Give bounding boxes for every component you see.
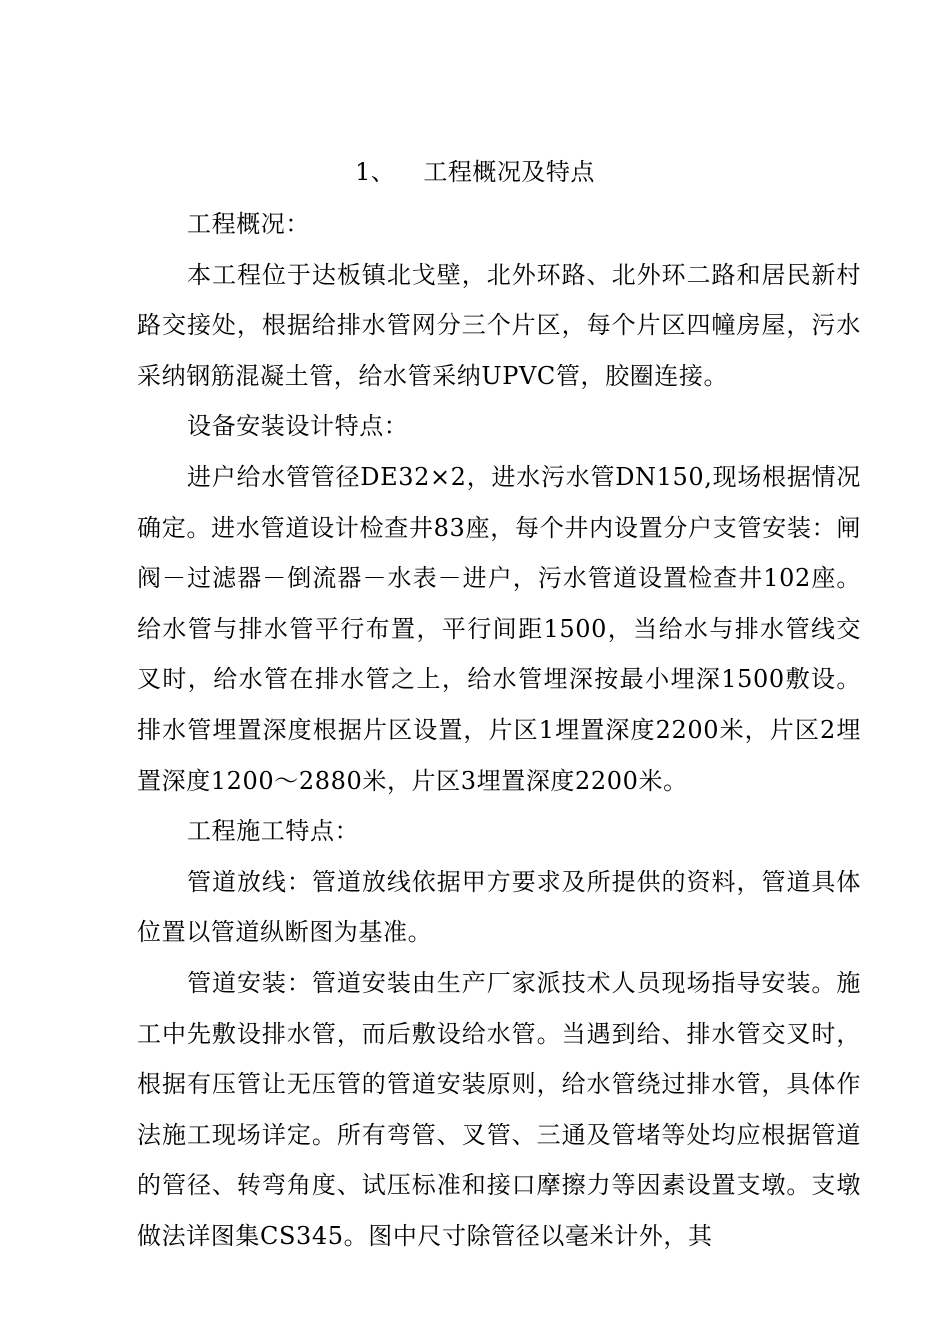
paragraph-pipe-installation: 管道安装：管道安装由生产厂家派技术人员现场指导安装。施工中先敷设排水管，而后敷设给水管。当遇到给、排水管交叉时，根据有压管让无压管的管道安装原则，给水管绕过排水管，具体作法施工现场详定。所有弯管、叉管、三通及管堵等处均应根据管道的管径、转弯角度、试压标准和接口摩擦力等因素设置支墩。支墩做法详图集CS345。图中尺寸除管径以毫米计外，其 [137,968,861,1250]
paragraph-pipe-layout: 管道放线：管道放线依据甲方要求及所提供的资料，管道具体位置以管道纵断图为基准。 [137,867,861,947]
subheading-equipment-design: 设备安装设计特点： [187,412,409,441]
section-heading [0,152,950,192]
paragraph-equipment-design: 进户给水管管径DE32×2，进水污水管DN150,现场根据情况确定。进水管道设计检查井83座，每个井内设置分户支管安装：闸阀－过滤器－倒流器－水表－进户，污水管道设置检查井102座。给水管与排水管平行布置，平行间距1500，当给水与排水管线交叉时，给水管在排水管之上，给水管埋深按最小埋深1500敷设。排水管埋置深度根据片区设置，片区1埋置深度2200米，片区2埋置深度1200～2880米，片区3埋置深度2200米。 [137,462,861,795]
document-body [137,199,861,1261]
section-title: 工程概况及特点 [423,158,595,186]
subheading-project-overview: 工程概况： [187,210,310,238]
subheading-construction-features: 工程施工特点： [187,817,360,846]
section-number: 1、 [355,158,396,186]
paragraph-project-location: 本工程位于达板镇北戈壁，北外环路、北外环二路和居民新村路交接处，根据给排水管网分三个片区，每个片区四幢房屋，污水采纳钢筋混凝土管，给水管采纳UPVC管，胶圈连接。 [137,260,861,390]
